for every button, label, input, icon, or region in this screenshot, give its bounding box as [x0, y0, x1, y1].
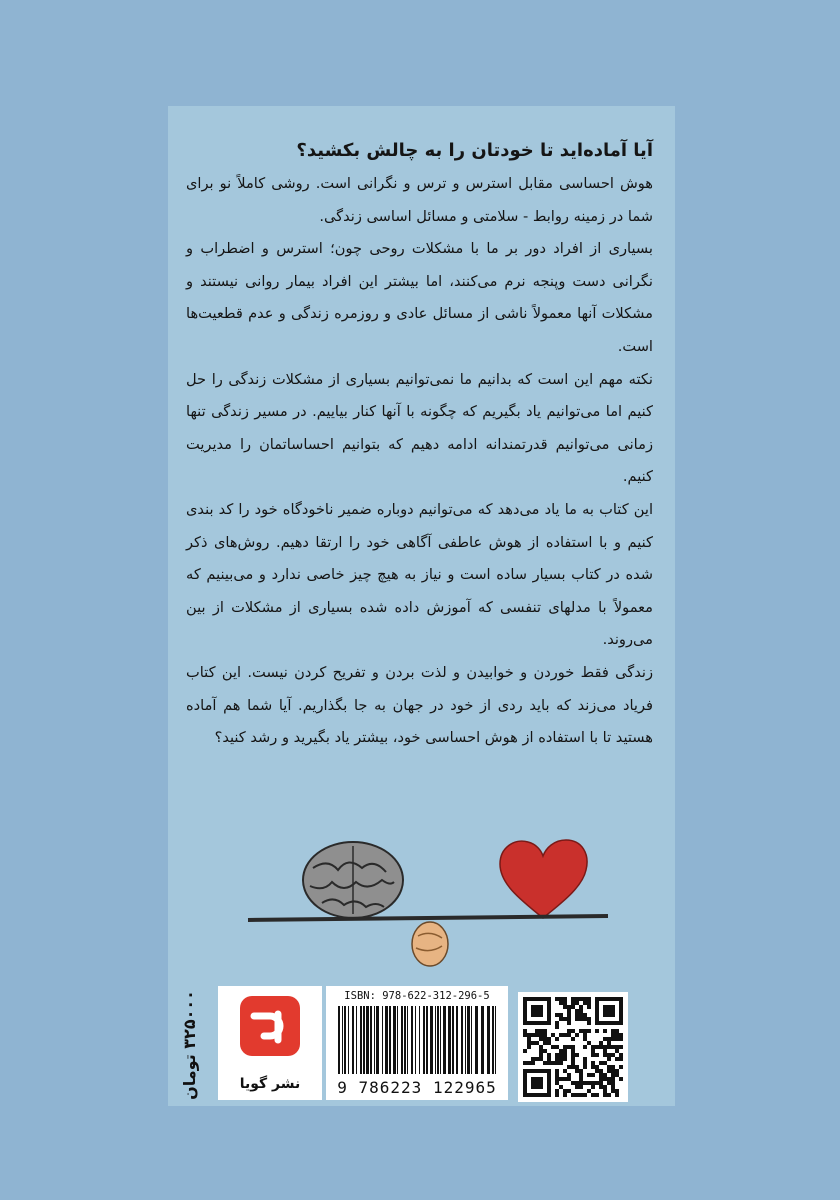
- blurb-paragraph-3: نکته مهم این است که بدانیم ما نمی‌توانیم بسیاری از مشکلات زندگی را حل کنیم اما می‌توانیم یاد بگیریم که چگونه با آنها کنار بیاییم. در مسیر زندگی تنها زمانی می‌توانیم قدرتمندانه ادامه دهیم که بتوانیم احساساتمان را مدیریت کنیم.: [186, 370, 653, 486]
- publisher-name: نشر گویا: [239, 1076, 301, 1092]
- price-label: ۳۲۵۰۰۰ تومان: [180, 990, 199, 1100]
- publisher-logo-icon: [240, 996, 300, 1056]
- blurb-paragraph-4: این کتاب به ما یاد می‌دهد که می‌توانیم دوباره ضمیر ناخودگاه خود را کد بندی کنیم و با استفاده از هوش عاطفی آگاهی خود را ارتقا دهیم. روش‌های ذکر شده در کتاب بسیار ساده است و نیاز به هیچ چیز خاصی ندارد و می‌بینیم که معمولاً با مدلهای تنفسی که آموزش داده شده بسیاری از مشکلات از بین می‌روند.: [186, 500, 653, 649]
- qr-code: [518, 992, 628, 1102]
- publisher-logo-box: [218, 986, 322, 1100]
- fulcrum-icon: [412, 922, 448, 966]
- barcode-number: 9 786223 122965: [337, 1078, 497, 1097]
- blurb-paragraph-5: زندگی فقط خوردن و خوابیدن و لذت بردن و تفریح کردن نیست. این کتاب فریاد می‌زند که باید ردی از خود در جهان به جا بگذاریم. آیا شما هم آماده هستید تا با استفاده از هوش احساسی خود، بیشتر یاد بگیرید و رشد کنید؟: [186, 663, 653, 747]
- blurb-paragraph-1: هوش احساسی مقابل استرس و ترس و نگرانی است. روشی کاملاً نو برای شما در زمینه روابط - سلامتی و مسائل اساسی زندگی.: [186, 175, 653, 225]
- blurb-heading: آیا آماده‌اید تا خودتان را به چالش بکشید؟: [296, 140, 653, 161]
- blurb: [186, 134, 653, 755]
- heart-icon: [500, 840, 587, 918]
- barcode-bars: [336, 1006, 500, 1074]
- isbn-label: ISBN: 978-622-312-296-5: [344, 990, 490, 1002]
- back-cover-panel: [168, 106, 675, 1106]
- isbn-barcode: [326, 986, 508, 1100]
- blurb-paragraph-2: بسیاری از افراد دور بر ما با مشکلات روحی چون؛ استرس و اضطراب و نگرانی دست وپنجه نرم می‌کنند، اما بیشتر این افراد بیمار روانی نیستند و مشکلات آنها معمولاً ناشی از مسائل عادی و روزمره زندگی و عدم قطعیت‌ها است.: [186, 240, 653, 355]
- cover-footer: [168, 986, 675, 1106]
- brain-heart-balance-illustration: [238, 828, 618, 978]
- brain-icon: [303, 842, 403, 918]
- balance-plank: [248, 916, 608, 920]
